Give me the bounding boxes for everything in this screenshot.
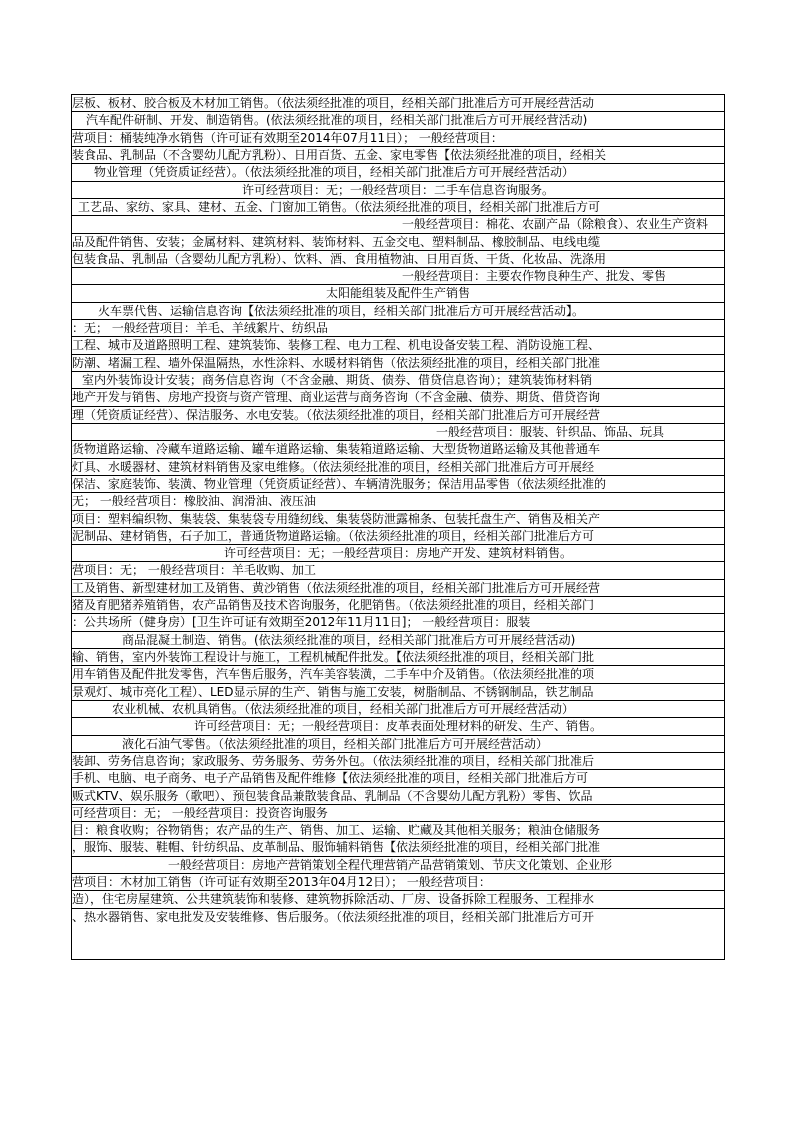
table-cell[interactable]: 营项目：无； 一般经营项目：羊毛收购、加工 xyxy=(72,563,316,578)
table-row xyxy=(72,769,724,786)
table-row xyxy=(72,527,724,544)
spreadsheet-table xyxy=(71,94,725,960)
table-cell[interactable]: 景观灯、城市亮化工程）、LED显示屏的生产、销售与施工安装，树脂制品、不锈钢制品，铁艺制品 xyxy=(72,684,594,699)
table-cell[interactable]: 装食品、乳制品（不含婴幼儿配方乳粉）、日用百货、五金、家电零售【依法须经批准的项目，经相关 xyxy=(72,147,607,162)
table-cell[interactable]: 手机、电脑、电子商务、电子产品销售及配件维修【依法须经批准的项目，经相关部门批准后方可 xyxy=(72,771,589,786)
table-row xyxy=(72,163,724,180)
table-cell[interactable]: 商品混凝土制造、销售。(依法须经批准的项目，经相关部门批准后方可开展经营活动) xyxy=(122,632,576,647)
table-cell[interactable]: 理（凭资质证经营）、保洁服务、水电安装。（依法须经批准的项目，经相关部门批准后方可开展经营 xyxy=(72,407,601,422)
table-cell[interactable]: 用车销售及配件批发零售，汽车售后服务，汽车美容装潢，二手车中介及销售。（依法须经批准的项 xyxy=(72,667,595,682)
table-cell[interactable]: 农业机械、农机具销售。（依法须经批准的项目，经相关部门批准后方可开展经营活动） xyxy=(112,701,575,716)
table-cell[interactable]: 无； 一般经营项目：橡胶油、润滑油、液压油 xyxy=(72,494,316,509)
table-cell[interactable]: 地产开发与销售、房地产投资与资产管理、商业运营与商务咨询（不含金融、债券、期货、借贷咨询 xyxy=(72,390,601,405)
table-row xyxy=(72,510,724,527)
table-row xyxy=(72,890,724,907)
table-cell[interactable]: 液化石油气零售。（依法须经批准的项目，经相关部门批准后方可开展经营活动） xyxy=(122,736,549,751)
table-row xyxy=(72,648,724,665)
table-row xyxy=(72,735,724,752)
table-cell[interactable]: 工艺品、家纺、家具、建材、五金、门窗加工销售。（依法须经批准的项目，经相关部门批准后方可 xyxy=(78,199,601,214)
table-cell[interactable]: 一般经营项目：服装、针织品、饰品、玩具 xyxy=(436,424,665,439)
table-row xyxy=(72,146,724,163)
table-cell[interactable]: 室内外装饰设计安装；商务信息咨询（不含金融、期货、债券、借贷信息咨询）；建筑装饰材料销 xyxy=(82,373,593,387)
table-cell[interactable]: 一般经营项目：主要农作物良种生产、批发、零售 xyxy=(402,269,667,284)
table-row xyxy=(72,683,724,700)
table-cell[interactable]: ：无； 一般经营项目：羊毛、羊绒絮片、纺织品 xyxy=(72,321,328,336)
table-row xyxy=(72,873,724,890)
table-cell[interactable]: 物业管理（凭资质证经营）。（依法须经批准的项目，经相关部门批准后方可开展经营活动） xyxy=(94,165,575,180)
table-cell[interactable]: 贩式KTV、娱乐服务（歌吧）、预包装食品兼散装食品、乳制品（不含婴幼儿配方乳粉）零售、饮品 xyxy=(72,788,593,803)
table-cell[interactable]: 保洁、家庭装饰、装潢、物业管理（凭资质证经营）、车辆清洗服务；保洁用品零售（依法须经批准的 xyxy=(72,476,607,491)
table-cell[interactable]: 猪及育肥猪养殖销售，农产品销售及技术咨询服务，化肥销售。（依法须经批准的项目，经相关部门 xyxy=(72,598,595,613)
table-cell[interactable]: ：公共场所（健身房）[卫生许可证有效期至2012年11月11日]； 一般经营项目：服装 xyxy=(72,615,531,630)
table-cell[interactable]: 许可经营项目：无；一般经营项目：房地产开发、建筑材料销售。 xyxy=(223,546,573,561)
table-cell[interactable]: 包装食品、乳制品（含婴幼儿配方乳粉）、饮料、酒、食用植物油、日用百货、干货、化妆品、洗涤用 xyxy=(72,251,607,266)
table-cell[interactable]: 一般经营项目：房地产营销策划全程代理营销产品营销策划、节庆文化策划、企业形 xyxy=(168,857,613,872)
table-row xyxy=(72,181,724,198)
table-row xyxy=(72,821,724,838)
table-cell[interactable]: 太阳能组装及配件生产销售 xyxy=(325,286,471,301)
table-row xyxy=(72,458,724,475)
table-row xyxy=(72,129,724,146)
table-row xyxy=(72,319,724,336)
table-row xyxy=(72,700,724,717)
table-row xyxy=(72,561,724,578)
table-cell[interactable]: 工及销售、新型建材加工及销售、黄沙销售（依法须经批准的项目，经相关部门批准后方可开展经营 xyxy=(72,580,601,595)
table-row xyxy=(72,631,724,648)
table-cell[interactable]: 泥制品、建材销售，石子加工，普通货物道路运输。（依法须经批准的项目，经相关部门批准后方可 xyxy=(72,528,595,543)
table-row xyxy=(72,544,724,561)
table-cell[interactable]: 、热水器销售、家电批发及安装维修、售后服务。（依法须经批准的项目，经相关部门批准后方可开 xyxy=(72,909,595,924)
table-cell[interactable]: 营项目：桶装纯净水销售（许可证有效期至2014年07月11日）； 一般经营项目： xyxy=(72,130,503,145)
table-cell[interactable]: 许可经营项目：无；一般经营项目：皮革表面处理材料的研发、生产、销售。 xyxy=(193,719,603,734)
table-row xyxy=(72,267,724,284)
table-row xyxy=(72,752,724,769)
table-cell[interactable]: 可经营项目：无； 一般经营项目：投资咨询服务 xyxy=(72,805,328,820)
table-cell[interactable]: 火车票代售、运输信息咨询【依法须经批准的项目，经相关部门批准后方可开展经营活动】。 xyxy=(98,303,585,318)
table-row xyxy=(72,717,724,734)
table-row xyxy=(72,492,724,509)
table-cell[interactable]: 造），住宅房屋建筑、公共建筑装饰和装修、建筑物拆除活动、厂房、设备拆除工程服务、工程排水 xyxy=(72,892,595,907)
table-row xyxy=(72,856,724,873)
table-row xyxy=(72,198,724,215)
table-cell[interactable]: 目：粮食收购；谷物销售；农产品的生产、销售、加工、运输、贮藏及其他相关服务；粮油仓储服务 xyxy=(72,823,601,838)
table-cell[interactable]: 层板、板材、胶合板及木材加工销售。（依法须经批准的项目，经相关部门批准后方可开展经营活动 xyxy=(72,96,595,110)
table-cell[interactable]: 工程、城市及道路照明工程、建筑装饰、装修工程、电力工程、机电设备安装工程、消防设施工程、 xyxy=(72,338,601,353)
table-row xyxy=(72,250,724,267)
table-row xyxy=(72,371,724,388)
table-row xyxy=(72,233,724,250)
table-row xyxy=(72,302,724,319)
table-row xyxy=(72,787,724,804)
table-cell[interactable]: 项目：塑料编织物、集装袋、集装袋专用缝纫线、集装袋防泄露棉条、包装托盘生产、销售及相关产 xyxy=(72,511,601,526)
table-row xyxy=(72,838,724,855)
table-cell[interactable]: 品及配件销售、安装；金属材料、建筑材料、装饰材料、五金交电、塑料制品、橡胶制品、电线电缆 xyxy=(72,234,601,249)
table-row xyxy=(72,579,724,596)
table-row xyxy=(72,440,724,457)
table-cell[interactable]: 营项目：木材加工销售（许可证有效期至2013年04月12日）； 一般经营项目： xyxy=(72,875,491,890)
table-cell[interactable]: 防潮、堵漏工程、墙外保温隔热，水性涂料、水暖材料销售（依法须经批准的项目，经相关部门批准 xyxy=(72,355,601,370)
table-cell[interactable]: 灯具、水暖器材、建筑材料销售及家电维修。（依法须经批准的项目，经相关部门批准后方可开展经 xyxy=(72,459,595,474)
table-row xyxy=(72,388,724,405)
table-cell[interactable]: 汽车配件研制、开发、制造销售。(依法须经批准的项目，经相关部门批准后方可开展经营活动) xyxy=(86,113,588,128)
table-cell[interactable]: 装卸、劳务信息咨询；家政服务、劳务服务、劳务外包。（依法须经批准的项目，经相关部门批准后 xyxy=(72,753,595,768)
table-row xyxy=(72,665,724,682)
table-row xyxy=(72,284,724,301)
table-cell[interactable]: ，服饰、服装、鞋帽、针纺织品、皮革制品、服饰辅料销售【依法须经批准的项目，经相关部门批准 xyxy=(72,840,601,855)
table-row xyxy=(72,596,724,613)
table-row xyxy=(72,475,724,492)
table-row xyxy=(72,111,724,128)
table-cell[interactable]: 输、销售，室内外装饰工程设计与施工，工程机械配件批发。【依法须经批准的项目，经相关部门批 xyxy=(72,650,595,664)
table-row xyxy=(72,908,724,925)
table-cell[interactable]: 许可经营项目：无；一般经营项目：二手车信息咨询服务。 xyxy=(241,182,555,197)
table-row xyxy=(72,406,724,423)
table-row xyxy=(72,613,724,630)
table-cell[interactable]: 货物道路运输、冷藏车道路运输、罐车道路运输、集装箱道路运输、大型货物道路运输及其他普通车 xyxy=(72,442,601,457)
table-cell[interactable]: 一般经营项目：棉花、农副产品（除粮食）、农业生产资料 xyxy=(402,217,709,232)
table-row xyxy=(72,354,724,371)
table-row xyxy=(72,215,724,232)
table-row xyxy=(72,336,724,353)
table-row xyxy=(72,423,724,440)
table-row xyxy=(72,804,724,821)
table-row xyxy=(72,94,724,111)
